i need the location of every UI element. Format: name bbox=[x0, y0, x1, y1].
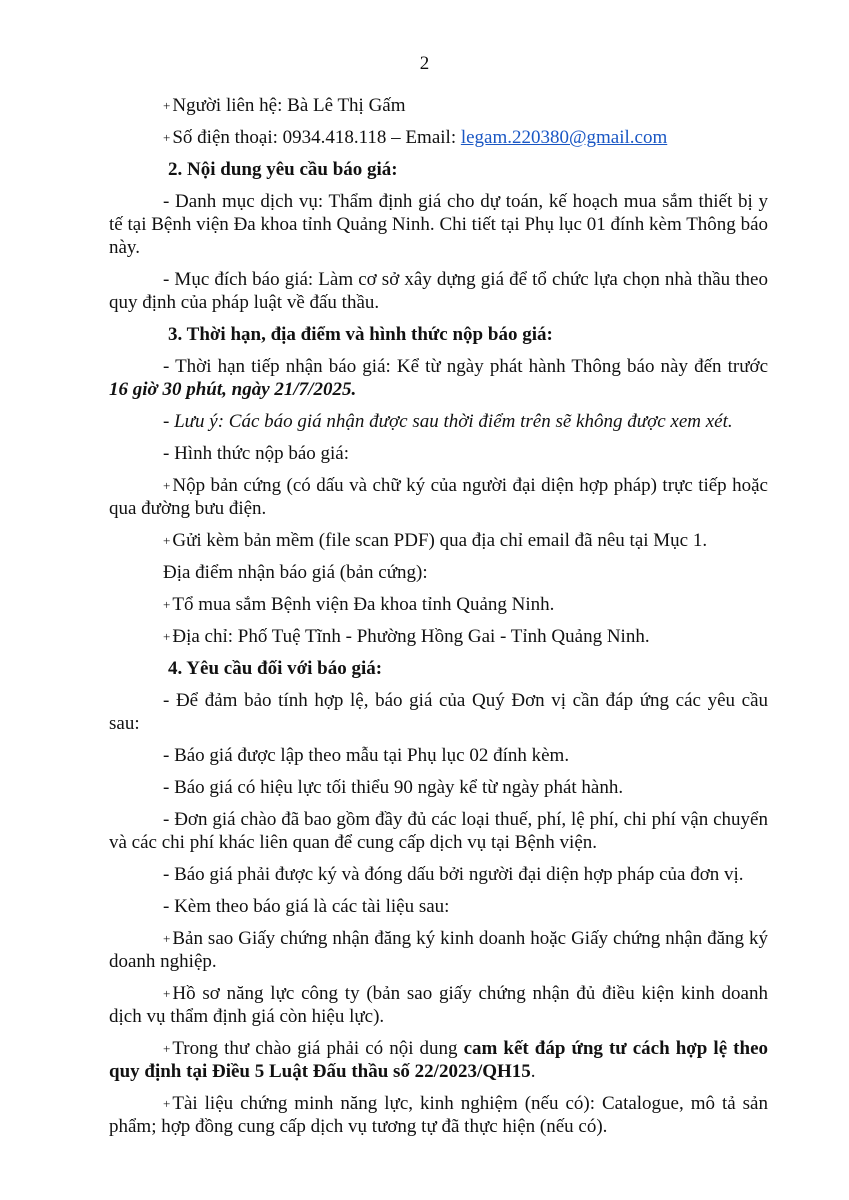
form-1-text: Nộp bản cứng (có dấu và chữ ký của người đại diện hợp pháp) trực tiếp hoặc qua đường bưu điện. bbox=[109, 475, 768, 519]
page-number: 2 bbox=[419, 53, 430, 74]
form-2-text: Gửi kèm bản mềm (file scan PDF) qua địa chỉ email đã nêu tại Mục 1. bbox=[172, 530, 708, 551]
section-4-doc-4 bbox=[109, 1092, 768, 1138]
doc-2-text: Hồ sơ năng lực công ty (bản sao giấy chứng nhận đủ điều kiện kinh doanh dịch vụ thẩm định giá còn hiệu lực). bbox=[109, 983, 768, 1027]
doc-4-text: Tài liệu chứng minh năng lực, kinh nghiệm (nếu có): Catalogue, mô tả sản phẩm; hợp đồng cung cấp dịch vụ tương tự đã thực hiện (nếu có). bbox=[109, 1093, 768, 1137]
contact-phone-email bbox=[109, 126, 768, 149]
doc-3-prefix: Trong thư chào giá phải có nội dung bbox=[172, 1038, 464, 1059]
section-3-form-2 bbox=[109, 529, 768, 552]
deadline-time: 16 giờ 30 phút, ngày 21/7/2025. bbox=[109, 379, 357, 400]
plus-bullet-icon: + bbox=[163, 1096, 171, 1111]
section-3-form-1 bbox=[109, 474, 768, 520]
plus-bullet-icon: + bbox=[163, 1041, 171, 1056]
doc-1-text: Bản sao Giấy chứng nhận đăng ký kinh doanh hoặc Giấy chứng nhận đăng ký doanh nghiệp. bbox=[109, 928, 768, 972]
section-2-service-list: - Danh mục dịch vụ: Thẩm định giá cho dự toán, kế hoạch mua sắm thiết bị y tế tại Bệnh viện Đa khoa tỉnh Quảng Ninh. Chi tiết tại Phụ lục 01 đính kèm Thông báo này. bbox=[109, 191, 768, 258]
section-4-req-1: - Để đảm bảo tính hợp lệ, báo giá của Quý Đơn vị cần đáp ứng các yêu cầu sau: bbox=[109, 690, 768, 734]
contact-person bbox=[109, 94, 768, 117]
section-4-doc-1 bbox=[109, 927, 768, 973]
section-3-deadline bbox=[109, 355, 768, 401]
section-3-location-2 bbox=[109, 625, 768, 648]
section-2-heading: 2. Nội dung yêu cầu báo giá: bbox=[168, 159, 398, 180]
section-4-req-2: - Báo giá được lập theo mẫu tại Phụ lục 02 đính kèm. bbox=[163, 745, 570, 766]
contact-person-text: Người liên hệ: Bà Lê Thị Gấm bbox=[172, 95, 406, 116]
plus-bullet-icon: + bbox=[163, 478, 171, 493]
plus-bullet-icon: + bbox=[163, 597, 171, 612]
section-4-req-6: - Kèm theo báo giá là các tài liệu sau: bbox=[163, 896, 450, 917]
section-3-note: - Lưu ý: Các báo giá nhận được sau thời điểm trên sẽ không được xem xét. bbox=[163, 411, 733, 432]
plus-bullet-icon: + bbox=[163, 533, 171, 548]
doc-3-commitment: cam kết đáp ứng tư cách hợp lệ theo quy định tại Điều 5 Luật Đấu thầu số 22/2023/QH15 bbox=[109, 1038, 769, 1082]
plus-bullet-icon: + bbox=[163, 130, 171, 145]
section-4-doc-3 bbox=[109, 1037, 768, 1083]
section-4-req-5: - Báo giá phải được ký và đóng dấu bởi người đại diện hợp pháp của đơn vị. bbox=[163, 864, 744, 885]
section-4-heading: 4. Yêu cầu đối với báo giá: bbox=[168, 658, 383, 679]
section-4-doc-2 bbox=[109, 982, 768, 1028]
plus-bullet-icon: + bbox=[163, 629, 171, 644]
document-body bbox=[109, 94, 768, 1147]
deadline-text: - Thời hạn tiếp nhận báo giá: Kể từ ngày phát hành Thông báo này đến trước bbox=[163, 356, 768, 377]
email-link[interactable]: legam.220380@gmail.com bbox=[460, 127, 668, 148]
section-3-location-label: Địa điểm nhận báo giá (bản cứng): bbox=[163, 562, 428, 583]
section-3-form-label: - Hình thức nộp báo giá: bbox=[163, 443, 350, 464]
plus-bullet-icon: + bbox=[163, 986, 171, 1001]
plus-bullet-icon: + bbox=[163, 98, 171, 113]
section-2-purpose: - Mục đích báo giá: Làm cơ sở xây dựng giá để tổ chức lựa chọn nhà thầu theo quy định của pháp luật về đấu thầu. bbox=[109, 269, 768, 313]
doc-3-suffix: . bbox=[530, 1061, 536, 1082]
section-3-location-1 bbox=[109, 593, 768, 616]
plus-bullet-icon: + bbox=[163, 931, 171, 946]
section-4-req-3: - Báo giá có hiệu lực tối thiểu 90 ngày kể từ ngày phát hành. bbox=[163, 777, 624, 798]
section-4-req-4: - Đơn giá chào đã bao gồm đầy đủ các loại thuế, phí, lệ phí, chi phí vận chuyển và các chi phí khác liên quan để cung cấp dịch vụ tại Bệnh viện. bbox=[109, 809, 768, 853]
location-1-text: Tổ mua sắm Bệnh viện Đa khoa tỉnh Quảng Ninh. bbox=[172, 594, 555, 615]
section-3-heading: 3. Thời hạn, địa điểm và hình thức nộp báo giá: bbox=[168, 324, 553, 345]
location-2-text: Địa chỉ: Phố Tuệ Tĩnh - Phường Hồng Gai - Tỉnh Quảng Ninh. bbox=[172, 626, 650, 647]
phone-text: Số điện thoại: 0934.418.118 – Email: bbox=[172, 127, 461, 148]
